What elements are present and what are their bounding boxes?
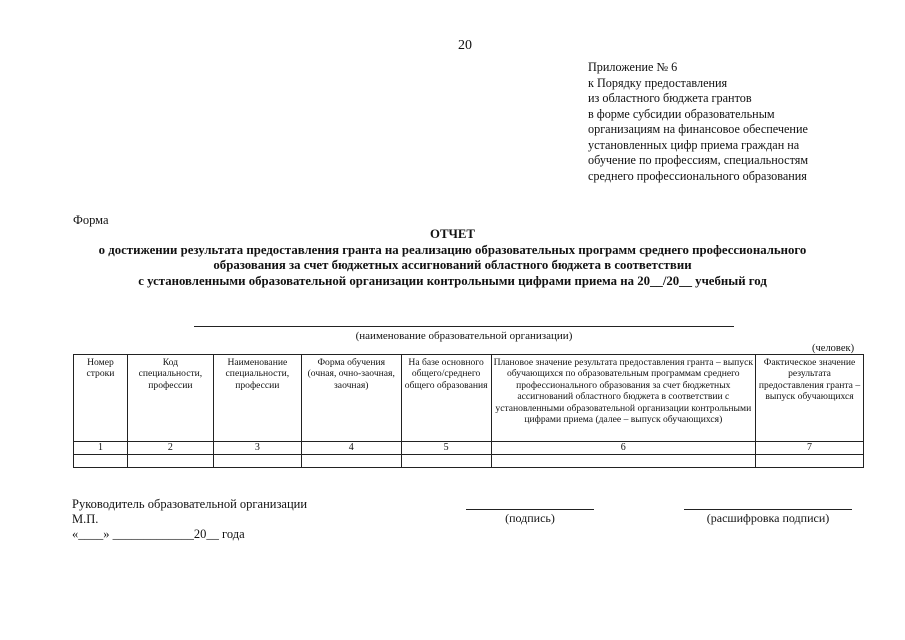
column-number: 6	[491, 442, 756, 455]
table-cell[interactable]	[401, 455, 491, 468]
report-title: ОТЧЕТ	[430, 227, 475, 241]
head-label: Руководитель образовательной организации	[72, 497, 308, 511]
appendix-line: установленных цифр приема граждан на	[588, 137, 800, 152]
column-number: 1	[74, 442, 128, 455]
column-number: 4	[301, 442, 401, 455]
table-header-row	[74, 355, 864, 442]
signature-caption: (подпись)	[505, 511, 555, 525]
table-cell[interactable]	[491, 455, 756, 468]
column-header: Фактическое значение результата предоставления гранта – выпуск обучающихся	[756, 355, 864, 442]
table-row	[74, 455, 864, 468]
report-subtitle-line: с установленными образовательной организации контрольными цифрами приема на 20__/20__ учебный год	[138, 273, 767, 288]
signature-line	[466, 509, 594, 510]
report-title-block	[0, 227, 905, 289]
units-label: (человек)	[812, 343, 855, 354]
column-number: 3	[213, 442, 301, 455]
table-cell[interactable]	[301, 455, 401, 468]
column-header: Плановое значение результата предоставления гранта – выпуск обучающихся по образовательным программам среднего профессионального образования за счет бюджетных ассигнований областного бюджета в соответствии с установленными образовательной организации контрольными цифрами приема (далее – выпуск обучающихся)	[491, 355, 756, 442]
seal-label: М.П.	[72, 512, 99, 526]
table-cell[interactable]	[756, 455, 864, 468]
column-number: 2	[127, 442, 213, 455]
org-name-line	[194, 326, 734, 327]
appendix-line: организациям на финансовое обеспечение	[588, 122, 808, 136]
column-header: Форма обучения (очная, очно-заочная, заочная)	[301, 355, 401, 442]
appendix-line: Приложение № 6	[588, 60, 678, 74]
report-subtitle-line: о достижении результата предоставления гранта на реализацию образовательных программ среднего профессионального	[98, 242, 807, 257]
report-subtitle-line: образования за счет бюджетных ассигнований областного бюджета в соответствии	[213, 258, 692, 272]
decoding-line	[684, 509, 852, 510]
column-header: Наименование специальности, профессии	[213, 355, 301, 442]
appendix-line: обучение по профессиям, специальностям	[588, 153, 809, 167]
appendix-line: из областного бюджета грантов	[588, 91, 752, 105]
column-header: На базе основного общего/среднего общего образования	[401, 355, 491, 442]
table-cell[interactable]	[213, 455, 301, 468]
column-header: Код специальности, профессии	[127, 355, 213, 442]
table-cell[interactable]	[127, 455, 213, 468]
appendix-line: к Порядку предоставления	[588, 75, 728, 90]
appendix-note	[588, 60, 808, 184]
page-number: 20	[458, 38, 472, 53]
org-name-caption: (наименование образовательной организации)	[355, 330, 573, 342]
column-number: 5	[401, 442, 491, 455]
appendix-line: в форме субсидии образовательным	[588, 106, 775, 121]
table-cell[interactable]	[74, 455, 128, 468]
report-table	[73, 354, 864, 468]
column-header: Номер строки	[74, 355, 128, 442]
column-number: 7	[756, 442, 864, 455]
decoding-caption: (расшифровка подписи)	[706, 511, 830, 525]
form-label: Форма	[73, 213, 109, 227]
column-number-row	[74, 442, 864, 455]
date-line: «____» _____________20__ года	[72, 527, 245, 541]
appendix-line: среднего профессионального образования	[588, 168, 807, 183]
